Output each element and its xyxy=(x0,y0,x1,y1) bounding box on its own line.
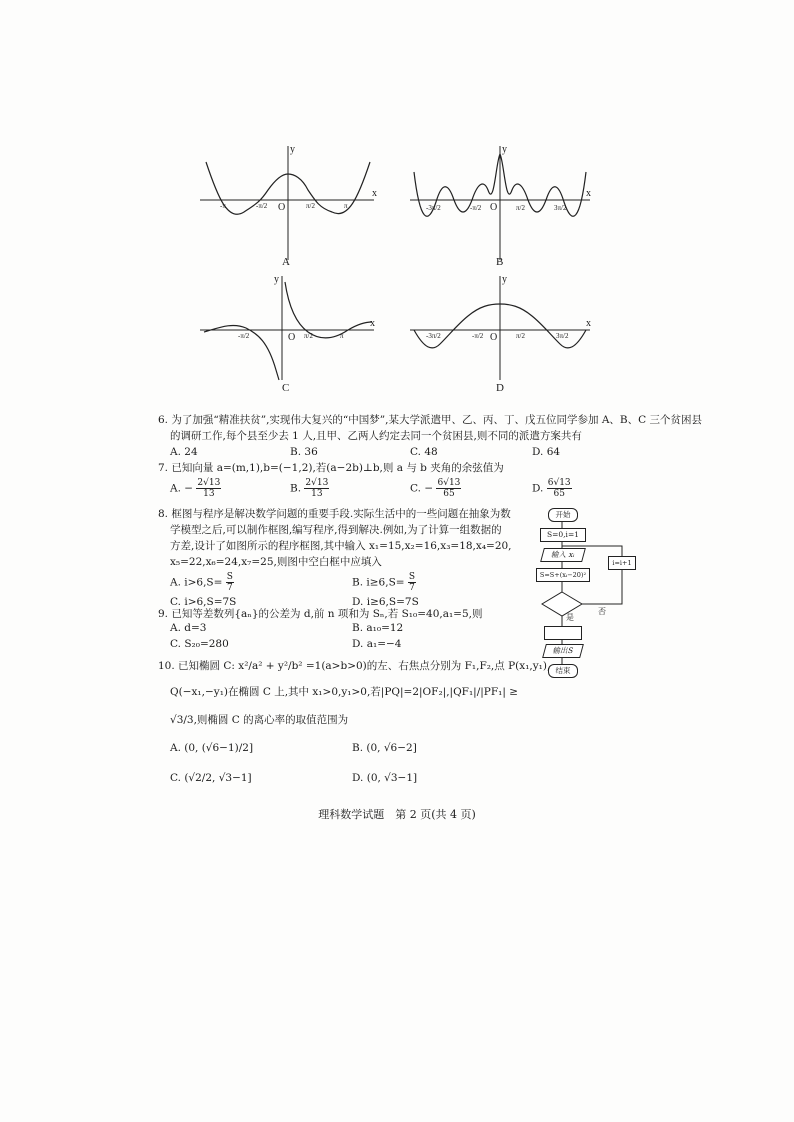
q10-option-d: D. (0, √3−1] xyxy=(352,772,418,784)
flowchart xyxy=(536,506,636,686)
q7-option-b-prefix: B. xyxy=(290,482,302,495)
q7-option-c-fraction xyxy=(436,478,461,499)
q6-option-d: D. 64 xyxy=(532,446,561,458)
q8-option-a-prefix: A. i>6,S= xyxy=(170,576,223,589)
graph-a-tick-3: π/2 xyxy=(306,202,315,210)
graph-b-tick-3: π/2 xyxy=(516,204,525,212)
graph-d-y: y xyxy=(502,274,507,285)
q7-option-d-fraction xyxy=(547,478,572,499)
flowchart-start: 开始 xyxy=(548,508,578,522)
flowchart-blank xyxy=(544,626,582,640)
flowchart-output: 输出S xyxy=(542,644,584,658)
graph-c-y: y xyxy=(274,274,279,285)
q8-option-a xyxy=(170,572,234,593)
graph-b-tick-4: 3π/2 xyxy=(554,204,567,212)
flowchart-init: S=0,i=1 xyxy=(540,528,586,542)
q6-line-2: 的调研工作,每个县至少去 1 人,且甲、乙两人约定去同一个贫困县,则不同的派遣方案共有 xyxy=(170,430,582,442)
q8-option-b-den: 7 xyxy=(409,583,415,593)
q8-option-b-num: S xyxy=(408,572,416,582)
graph-d xyxy=(408,272,593,394)
graph-c-label: C xyxy=(282,382,290,394)
graph-a-tick-2: -π/2 xyxy=(256,202,268,210)
q8-line-1: 8. 框图与程序是解决数学问题的重要手段.实际生活中的一些问题在抽象为数 xyxy=(158,508,511,520)
flowchart-incr: i=i+1 xyxy=(608,556,636,570)
q9-option-c: C. S₂₀=280 xyxy=(170,638,229,650)
page-footer: 理科数学试题 第 2 页(共 4 页) xyxy=(318,808,476,821)
q7-option-a-prefix: A. − xyxy=(170,482,194,495)
graph-d-tick-4: 3π/2 xyxy=(556,332,569,340)
graph-d-plot xyxy=(408,272,593,382)
graph-c-tick-2: π/2 xyxy=(304,332,313,340)
graph-b-y: y xyxy=(502,144,507,155)
q7-option-d-den: 65 xyxy=(553,489,565,499)
q7-option-c-num: 6√13 xyxy=(437,478,461,488)
q8-option-c: C. i>6,S=7S xyxy=(170,596,237,608)
graph-b-tick-2: -π/2 xyxy=(470,204,482,212)
q6-option-a: A. 24 xyxy=(170,446,198,458)
graph-c xyxy=(198,272,378,394)
q7-option-d xyxy=(532,478,572,499)
graph-b-x: x xyxy=(586,188,591,199)
q8-option-b-fraction xyxy=(408,572,416,593)
q7-option-a-num: 2√13 xyxy=(197,478,221,488)
flowchart-yes: 是 xyxy=(566,613,574,622)
graph-d-label: D xyxy=(496,382,504,394)
graph-d-x: x xyxy=(586,318,591,329)
q8-line-4: x₅=22,x₆=24,x₇=25,则图中空白框中应填入 xyxy=(170,556,382,568)
graph-b-label: B xyxy=(496,256,504,268)
graph-c-x: x xyxy=(370,318,375,329)
q10-line-2: Q(−x₁,−y₁)在椭圆 C 上,其中 x₁>0,y₁>0,若|PQ|=2|OF₂|,|QF₁|/|PF₁| ≥ xyxy=(170,686,519,698)
flowchart-input: 输入 xᵢ xyxy=(540,548,586,562)
q10-line-3: √3/3,则椭圆 C 的离心率的取值范围为 xyxy=(170,714,349,726)
q7-option-d-num: 6√13 xyxy=(547,478,571,488)
q6-line-1: 6. 为了加强“精准扶贫”,实现伟大复兴的“中国梦”,某大学派遣甲、乙、丙、丁、戊五位同学参加 A、B、C 三个贫困县 xyxy=(158,414,703,426)
graph-d-origin: O xyxy=(490,332,498,343)
flowchart-no: 否 xyxy=(598,607,606,616)
graph-b-tick-1: -3π/2 xyxy=(426,204,441,212)
q7-option-d-prefix: D. xyxy=(532,482,544,495)
q6-option-c: C. 48 xyxy=(410,446,438,458)
q7-option-b-fraction xyxy=(304,478,329,499)
q7-option-b-num: 2√13 xyxy=(305,478,329,488)
graph-b-origin: O xyxy=(490,202,498,213)
q8-line-3: 方差,设计了如图所示的程序框图,其中输入 x₁=15,x₂=16,x₃=18,x₄=20, xyxy=(170,540,512,552)
q7-option-b-den: 13 xyxy=(311,489,323,499)
q7-option-b xyxy=(290,478,329,499)
flowchart-update: S=S+(xᵢ−20)² xyxy=(536,568,590,582)
q10-option-b: B. (0, √6−2] xyxy=(352,742,417,754)
graph-a xyxy=(198,142,378,268)
graph-a-origin: O xyxy=(278,202,286,213)
q7-option-c xyxy=(410,478,461,499)
graph-c-tick-3: π xyxy=(340,332,344,340)
q8-option-b-prefix: B. i≥6,S= xyxy=(352,576,405,589)
flowchart-end: 结束 xyxy=(548,664,578,678)
q8-option-a-den: 7 xyxy=(227,583,233,593)
q7-line-1: 7. 已知向量 a=(m,1),b=(−1,2),若(a−2b)⊥b,则 a 与 b 夹角的余弦值为 xyxy=(158,462,504,474)
graph-c-tick-1: -π/2 xyxy=(238,332,250,340)
graph-b-plot xyxy=(408,142,593,262)
q8-option-a-num: S xyxy=(226,572,233,582)
q7-option-a-den: 13 xyxy=(203,489,215,499)
q10-option-c: C. (√2/2, √3−1] xyxy=(170,772,252,784)
q10-line-1: 10. 已知椭圆 C: x²/a² + y²/b² =1(a>b>0)的左、右焦点分别为 F₁,F₂,点 P(x₁,y₁), xyxy=(158,660,551,672)
q8-option-d: D. i≥6,S=7S xyxy=(352,596,419,608)
graph-d-tick-1: -3π/2 xyxy=(426,332,441,340)
graph-d-tick-2: -π/2 xyxy=(472,332,484,340)
q7-option-c-prefix: C. − xyxy=(410,482,434,495)
q9-line-1: 9. 已知等差数列{aₙ}的公差为 d,前 n 项和为 Sₙ,若 S₁₀=40,a₁=5,则 xyxy=(158,608,483,620)
q9-option-b: B. a₁₀=12 xyxy=(352,622,404,634)
graph-a-x: x xyxy=(372,188,377,199)
q10-option-a: A. (0, (√6−1)/2] xyxy=(170,742,254,754)
graph-c-origin: O xyxy=(288,332,296,343)
graph-c-plot xyxy=(198,272,378,382)
q7-option-a xyxy=(170,478,221,499)
graph-a-label: A xyxy=(282,256,290,268)
graph-b xyxy=(408,142,593,268)
q9-option-d: D. a₁=−4 xyxy=(352,638,402,650)
graph-a-tick-1: -π xyxy=(220,202,226,210)
q8-option-b xyxy=(352,572,416,593)
q6-option-b: B. 36 xyxy=(290,446,318,458)
q9-option-a: A. d=3 xyxy=(170,622,207,634)
graph-a-tick-4: π xyxy=(344,202,348,210)
graph-d-tick-3: π/2 xyxy=(516,332,525,340)
q7-option-a-fraction xyxy=(196,478,221,499)
q7-option-c-den: 65 xyxy=(443,489,455,499)
graph-a-y: y xyxy=(290,144,295,155)
q8-line-2: 学模型之后,可以制作框图,编写程序,得到解决.例如,为了计算一组数据的 xyxy=(170,524,502,536)
q8-option-a-fraction xyxy=(226,572,234,593)
